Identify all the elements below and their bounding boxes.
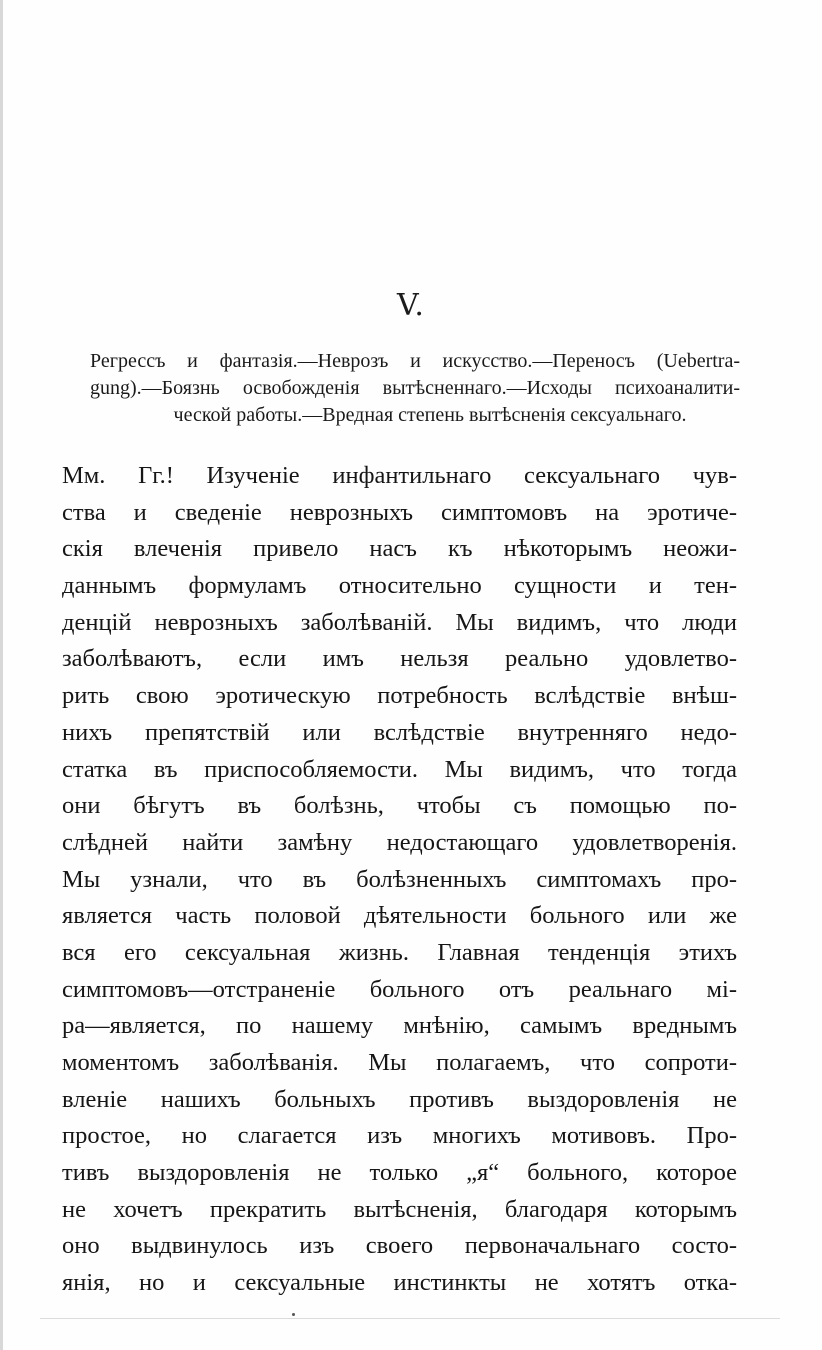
text-line: слѣдней найти замѣну недостающаго удовлетворенія. <box>62 828 737 856</box>
text-line: заболѣваютъ, если имъ нельзя реально удовлетво- <box>62 645 737 673</box>
text-line: вся его сексуальная жизнь. Главная тенденція этихъ <box>62 938 737 966</box>
text-line: ра—является, по нашему мнѣнію, самымъ вреднымъ <box>62 1012 737 1040</box>
summary-line: gung).—Боязнь освобожденія вытѣсненнаго.—Исходы психоаналити- <box>90 377 740 399</box>
chapter-number: V. <box>397 288 425 323</box>
text-line: симптомовъ—отстраненіе больного отъ реальнаго мі- <box>62 975 737 1003</box>
text-line: являeтся часть половой дѣятельности больного или же <box>62 902 737 930</box>
text-line: ства и сведеніе неврозныхъ симптомовъ на эротиче- <box>62 498 737 526</box>
text-line: скія влеченія привело насъ къ нѣкоторымъ неожи- <box>62 535 737 563</box>
text-line: не хочетъ прекратить вытѣсненія, благодаря которымъ <box>62 1195 737 1223</box>
text-line: оно выдвинулось изъ своего первоначальнаго состо- <box>62 1232 737 1260</box>
chapter-summary <box>90 348 740 429</box>
page-edge-shadow <box>0 0 3 1350</box>
text-line: вленіе нашихъ больныхъ противъ выздоровленія не <box>62 1085 737 1113</box>
page-bottom-edge <box>40 1318 780 1319</box>
text-line: Мм. Гг.! Изученіе инфантильнаго сексуальнаго чув- <box>62 462 737 489</box>
text-line: Мы узнали, что въ болѣзненныхъ симптомахъ про- <box>62 865 737 893</box>
text-line: тивъ выздоровленія не только „я“ больного, которое <box>62 1159 737 1187</box>
text-line: моментомъ заболѣванія. Мы полагаемъ, что сопроти- <box>62 1049 737 1076</box>
text-line: рить свою эротическую потребность вслѣдствіе внѣш- <box>62 682 737 710</box>
text-line: нихъ препятствій или вслѣдствіе внутренняго недо- <box>62 718 737 746</box>
text-line: даннымъ формуламъ относительно сущности и тен- <box>62 572 737 600</box>
body-paragraph <box>62 458 737 1302</box>
text-line: они бѣгутъ въ болѣзнь, чтобы съ помощью по- <box>62 792 737 820</box>
print-speck <box>292 1313 295 1316</box>
text-line: янія, но и сексуальные инстинкты не хотятъ отка- <box>62 1269 737 1297</box>
summary-line: Регрессъ и фантазія.—Неврозъ и искусство.—Переносъ (Uebertra- <box>90 350 740 372</box>
text-line: простое, но слагается изъ многихъ мотивовъ. Про- <box>62 1122 737 1150</box>
text-line: денцій неврозныхъ заболѣваній. Мы видимъ, что люди <box>62 608 737 636</box>
text-line: статка въ приспособляемости. Мы видимъ, что тогда <box>62 755 737 783</box>
summary-line: ческой работы.—Вредная степень вытѣсненія сексуальнаго. <box>173 404 687 426</box>
